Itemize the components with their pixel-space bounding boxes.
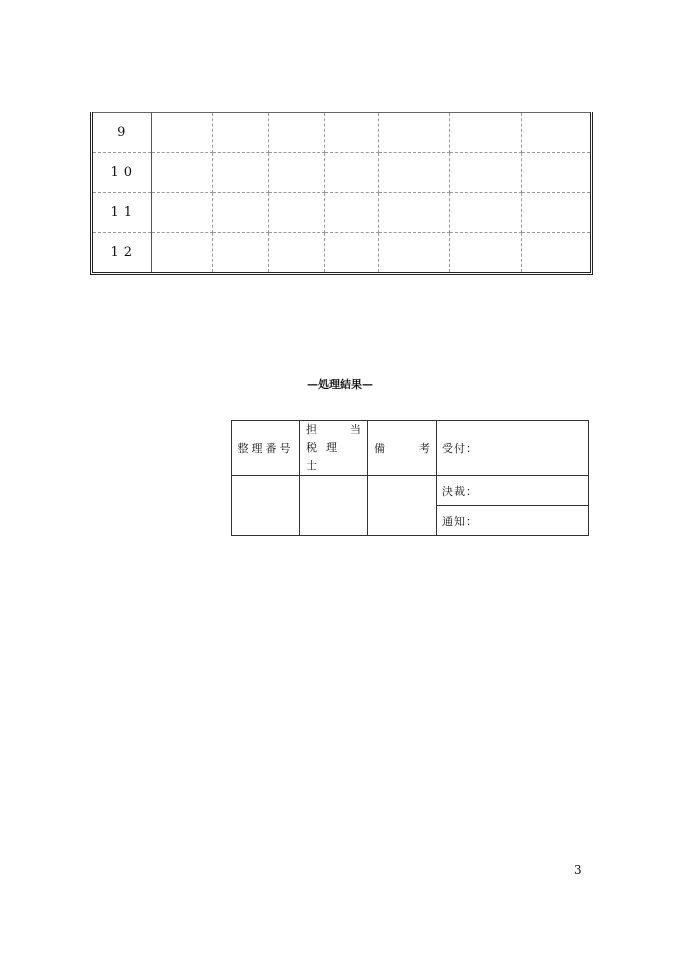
- table-cell: [324, 153, 378, 193]
- table-cell: [521, 233, 590, 273]
- ledger-table: [90, 112, 593, 275]
- header-biko-b: 考: [419, 442, 430, 455]
- row-number: 11: [93, 193, 151, 233]
- table-cell: [151, 193, 212, 233]
- result-section-title: —処理結果—: [307, 378, 373, 391]
- result-table: [231, 420, 589, 536]
- header-tanto-a: 担: [306, 423, 317, 436]
- table-cell: [268, 153, 324, 193]
- table-cell: [449, 233, 521, 273]
- table-cell: [521, 153, 590, 193]
- row-number: 12: [93, 233, 151, 273]
- table-cell: [521, 193, 590, 233]
- header-zeirishi: 税理士: [306, 441, 346, 472]
- table-cell: [212, 233, 268, 273]
- header-biko-a: 備: [374, 442, 385, 455]
- label-kessai: 決裁：: [437, 476, 589, 506]
- table-cell: [151, 113, 212, 153]
- page-number: 3: [574, 863, 582, 877]
- header-biko: [368, 421, 437, 476]
- table-cell: [324, 113, 378, 153]
- table-cell: [449, 113, 521, 153]
- cell-seiri-bango-value: [232, 476, 300, 536]
- table-cell: [449, 153, 521, 193]
- table-cell: [324, 233, 378, 273]
- table-row: [93, 233, 590, 273]
- label-uketsuke: 受付：: [437, 421, 589, 476]
- table-cell: [212, 153, 268, 193]
- table-cell: [151, 233, 212, 273]
- table-cell: [378, 193, 449, 233]
- table-cell: [378, 233, 449, 273]
- cell-zeirishi-value: [300, 476, 368, 536]
- table-cell: [268, 113, 324, 153]
- row-number: 9: [93, 113, 151, 153]
- label-tsuchi: 通知：: [437, 506, 589, 536]
- table-cell: [449, 193, 521, 233]
- table-cell: [212, 193, 268, 233]
- table-cell: [378, 153, 449, 193]
- table-row: [93, 193, 590, 233]
- table-cell: [521, 113, 590, 153]
- table-row: [93, 113, 590, 153]
- table-cell: [378, 113, 449, 153]
- table-cell: [268, 193, 324, 233]
- header-tanto-zeirishi: [300, 421, 368, 476]
- table-cell: [212, 113, 268, 153]
- header-seiri-bango: 整理番号: [232, 421, 300, 476]
- row-number: 10: [93, 153, 151, 193]
- table-row: [93, 153, 590, 193]
- cell-biko-value: [368, 476, 437, 536]
- table-cell: [151, 153, 212, 193]
- table-cell: [324, 193, 378, 233]
- header-tanto-b: 当: [350, 423, 361, 436]
- table-cell: [268, 233, 324, 273]
